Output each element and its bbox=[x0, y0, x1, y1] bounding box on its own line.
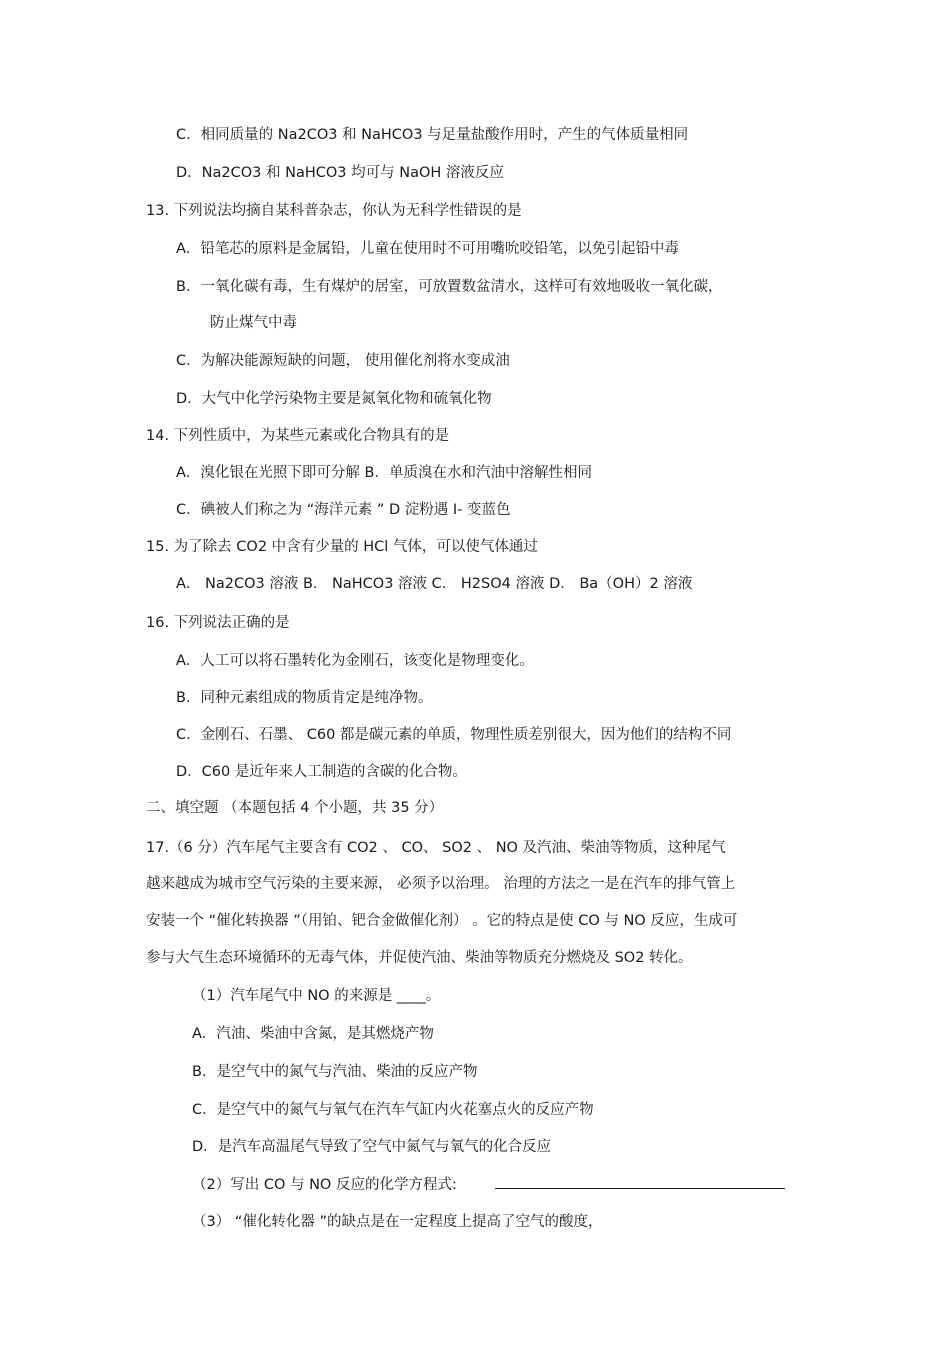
question-17-line1: 17.（6 分）汽车尾气主要含有 CO2 、 CO、 SO2 、 NO 及汽油、柴油等物质，这种尾气 bbox=[146, 840, 726, 856]
option-16a: A．人工可以将石墨转化为金刚石，该变化是物理变化。 bbox=[176, 653, 534, 669]
option-13b-cont: 防止煤气中毒 bbox=[210, 315, 297, 331]
option-13b: B．一氧化碳有毒，生有煤炉的居室，可放置数盆清水，这样可有效地吸收一氧化碳， bbox=[176, 279, 723, 295]
question-16: 16. 下列说法正确的是 bbox=[146, 615, 290, 631]
question-17-line2: 越来越成为城市空气污染的主要来源， 必须予以治理。 治理的方法之一是在汽车的排气管上 bbox=[146, 876, 736, 892]
question-17-line3: 安装一个 “催化转换器 ”（用铂、钯合金做催化剂） 。它的特点是使 CO 与 NO 反应，生成可 bbox=[146, 913, 738, 929]
option-17-1c: C．是空气中的氮气与氧气在汽车气缸内火花塞点火的反应产物 bbox=[192, 1102, 594, 1118]
subquestion-17-2: （2）写出 CO 与 NO 反应的化学方程式: bbox=[192, 1177, 457, 1193]
option-12c: C．相同质量的 Na2CO3 和 NaHCO3 与足量盐酸作用时，产生的气体质量相同 bbox=[176, 127, 689, 143]
question-15: 15. 为了除去 CO2 中含有少量的 HCl 气体，可以使气体通过 bbox=[146, 539, 538, 555]
options-14cd: C．碘被人们称之为 “海洋元素 ” D 淀粉遇 I- 变蓝色 bbox=[176, 502, 511, 518]
option-16d: D．C60 是近年来人工制造的含碳的化合物。 bbox=[176, 764, 467, 780]
option-12d: D．Na2CO3 和 NaHCO3 均可与 NaOH 溶液反应 bbox=[176, 165, 504, 181]
option-17-1b: B．是空气中的氮气与汽油、柴油的反应产物 bbox=[192, 1064, 478, 1080]
option-17-1a: A．汽油、柴油中含氮，是其燃烧产物 bbox=[192, 1026, 434, 1042]
subquestion-17-1: （1）汽车尾气中 NO 的来源是 ____。 bbox=[192, 988, 441, 1004]
subquestion-17-3: （3） “催化转化器 ”的缺点是在一定程度上提高了空气的酸度， bbox=[192, 1214, 603, 1230]
question-14: 14. 下列性质中，为某些元素或化合物具有的是 bbox=[146, 428, 450, 444]
answer-blank-line bbox=[495, 1187, 785, 1189]
option-17-1d: D．是汽车高温尾气导致了空气中氮气与氧气的化合反应 bbox=[192, 1139, 552, 1155]
option-16c: C．金刚石、石墨、 C60 都是碳元素的单质，物理性质差别很大，因为他们的结构不同 bbox=[176, 727, 732, 743]
option-13c: C．为解决能源短缺的问题， 使用催化剂将水变成油 bbox=[176, 353, 510, 369]
option-13d: D．大气中化学污染物主要是氮氧化物和硫氧化物 bbox=[176, 391, 492, 407]
option-16b: B．同种元素组成的物质肯定是纯净物。 bbox=[176, 690, 433, 706]
option-13a: A．铅笔芯的原料是金属铅，儿童在使用时不可用嘴吮咬铅笔，以免引起铅中毒 bbox=[176, 241, 679, 257]
question-13: 13. 下列说法均摘自某科普杂志，你认为无科学性错误的是 bbox=[146, 203, 522, 219]
options-14ab: A．溴化银在光照下即可分解 B．单质溴在水和汽油中溶解性相同 bbox=[176, 465, 592, 481]
section-heading: 二、填空题 （本题包括 4 个小题，共 35 分） bbox=[146, 800, 444, 816]
question-17-line4: 参与大气生态环境循环的无毒气体，并促使汽油、柴油等物质充分燃烧及 SO2 转化。 bbox=[146, 950, 693, 966]
options-15: A． Na2CO3 溶液 B． NaHCO3 溶液 C． H2SO4 溶液 D． Ba（OH）2 溶液 bbox=[176, 576, 693, 592]
